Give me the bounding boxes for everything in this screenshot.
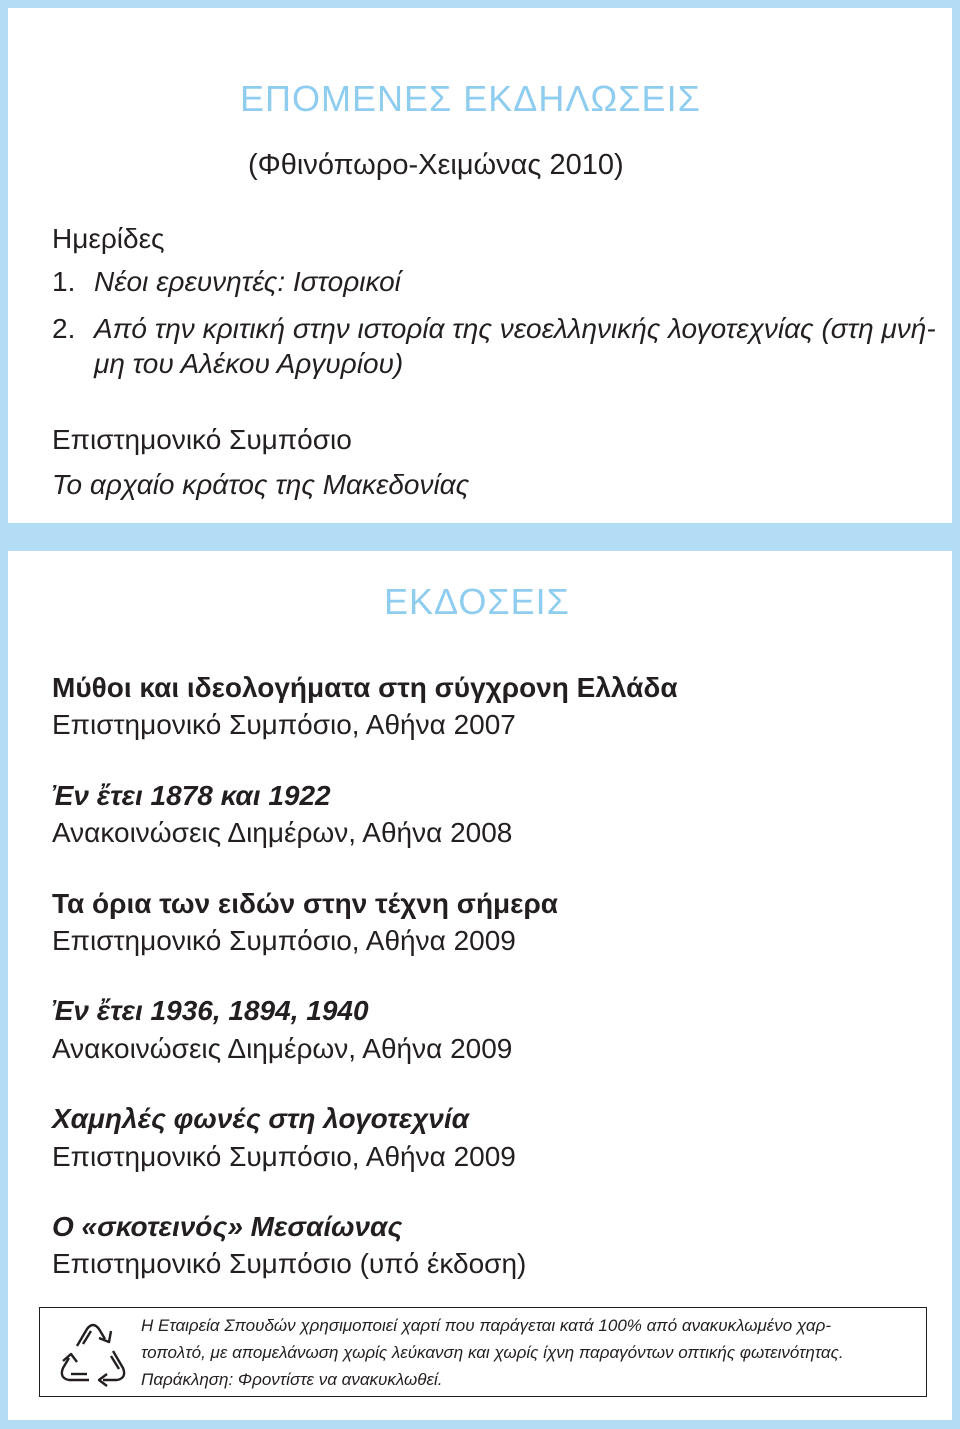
publication-subtitle: Επιστημονικό Συμπόσιο (υπό έκδοση)	[52, 1248, 527, 1279]
symposium-heading: Επιστημονικό Συμπόσιο	[52, 424, 352, 455]
publication-title: Τα όρια των ειδών στην τέχνη σήμερα	[52, 888, 559, 919]
notice-line: Η Εταιρεία Σπουδών χρησιμοποιεί χαρτί που παράγεται κατά 100% από ανακυκλωμένο χαρ-	[141, 1316, 832, 1335]
publication-title: Μύθοι και ιδεολογήματα στη σύγχρονη Ελλάδα	[52, 672, 678, 703]
upcoming-events-panel	[8, 8, 952, 523]
publication-subtitle: Επιστημονικό Συμπόσιο, Αθήνα 2009	[52, 925, 516, 956]
events-title: ΕΠΟΜΕΝΕΣ ΕΚΔΗΛΩΣΕΙΣ	[240, 78, 701, 119]
conference-title-continued: μη του Αλέκου Αργυρίου)	[94, 348, 404, 379]
conference-item-1	[52, 266, 401, 298]
publication-title: Ο «σκοτεινός» Μεσαίωνας	[52, 1211, 403, 1242]
recycle-icon	[53, 1318, 133, 1388]
publications-panel	[8, 551, 952, 1420]
notice-line: Παράκληση: Φροντίστε να ανακυκλωθεί.	[141, 1370, 443, 1389]
publications-title: ΕΚΔΟΣΕΙΣ	[384, 581, 570, 622]
publication-title: Ἐν ἔτει 1878 και 1922	[52, 780, 331, 811]
conference-title: Νέοι ερευνητές: Ιστορικοί	[94, 266, 401, 297]
publication-subtitle: Επιστημονικό Συμπόσιο, Αθήνα 2009	[52, 1141, 516, 1172]
publication-subtitle: Επιστημονικό Συμπόσιο, Αθήνα 2007	[52, 709, 516, 740]
publication-subtitle: Ανακοινώσεις Διημέρων, Αθήνα 2008	[52, 817, 513, 848]
notice-line: τοπολτό, με απομελάνωση χωρίς λεύκανση και χωρίς ίχνη παραγόντων οπτικής φωτεινότητας.	[141, 1343, 844, 1362]
conference-number: 2.	[52, 313, 76, 344]
publication-title: Ἐν ἔτει 1936, 1894, 1940	[52, 995, 369, 1026]
publication-subtitle: Ανακοινώσεις Διημέρων, Αθήνα 2009	[52, 1033, 513, 1064]
publication-title: Χαμηλές φωνές στη λογοτεχνία	[52, 1103, 470, 1134]
conferences-heading: Ημερίδες	[52, 223, 165, 254]
events-season: (Φθινόπωρο-Χειμώνας 2010)	[248, 149, 624, 181]
recycling-notice	[39, 1307, 927, 1397]
symposium-title: Το αρχαίο κράτος της Μακεδονίας	[52, 469, 470, 500]
conference-item-2	[52, 313, 936, 345]
conference-number: 1.	[52, 266, 76, 297]
conference-title: Από την κριτική στην ιστορία της νεοελληνικής λογοτεχνίας (στη μνή-	[94, 313, 936, 344]
